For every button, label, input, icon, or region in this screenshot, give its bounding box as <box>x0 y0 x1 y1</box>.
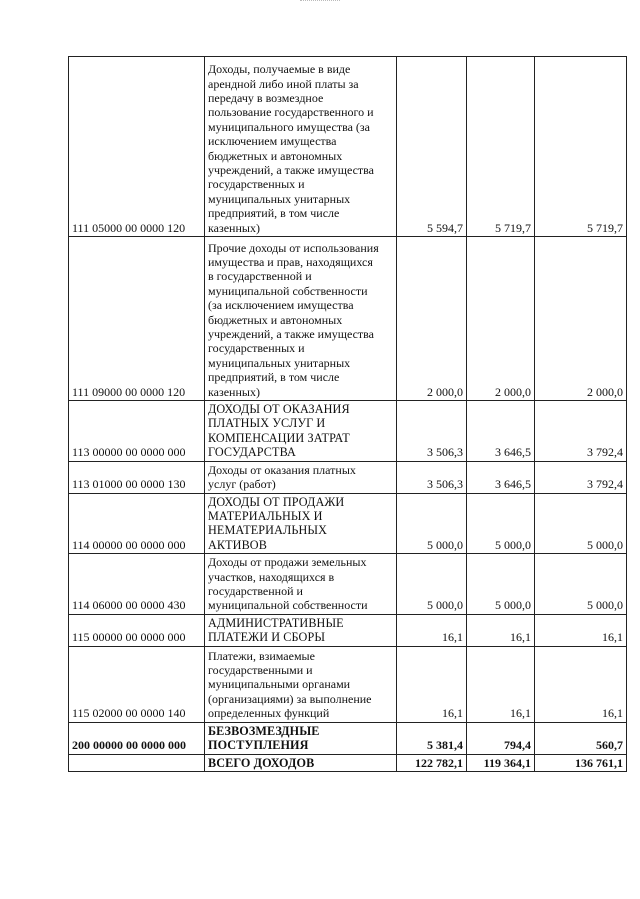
value-year-3: 2 000,0 <box>535 237 627 401</box>
revenue-table <box>68 56 627 772</box>
value-year-3: 3 792,4 <box>535 401 627 462</box>
name-line: услуг (работ) <box>208 477 276 492</box>
revenue-name <box>205 646 397 722</box>
name-line: МАТЕРИАЛЬНЫХ И <box>208 509 323 524</box>
value-year-1: 2 000,0 <box>397 237 467 401</box>
revenue-name <box>205 754 397 771</box>
value-year-3: 560,7 <box>535 722 627 754</box>
name-line: муниципальной собственности <box>208 283 368 298</box>
budget-code: 114 00000 00 0000 000 <box>69 493 205 554</box>
name-line: государственной и <box>208 584 303 599</box>
value-year-2: 16,1 <box>467 614 535 646</box>
value-year-1: 5 000,0 <box>397 493 467 554</box>
revenue-name <box>205 401 397 462</box>
total-year-1: 122 782,1 <box>397 754 467 771</box>
name-line: казенных) <box>208 384 260 399</box>
value-year-2: 5 000,0 <box>467 554 535 615</box>
name-line: ПЛАТНЫХ УСЛУГ И <box>208 416 326 431</box>
table-row <box>69 646 627 722</box>
budget-code: 113 01000 00 0000 130 <box>69 461 205 493</box>
name-line: предприятий, в том числе <box>208 370 340 385</box>
revenue-name <box>205 614 397 646</box>
name-line: арендной либо иной платы за <box>208 76 359 91</box>
value-year-1: 16,1 <box>397 646 467 722</box>
name-line: муниципальными органами <box>208 677 351 692</box>
revenue-name <box>205 57 397 237</box>
name-line: АКТИВОВ <box>208 537 267 552</box>
total-year-3: 136 761,1 <box>535 754 627 771</box>
name-line: государственных и <box>208 177 305 192</box>
name-line: НЕМАТЕРИАЛЬНЫХ <box>208 523 327 538</box>
name-line: передачу в возмездное <box>208 90 324 105</box>
value-year-2: 5 719,7 <box>467 57 535 237</box>
name-line: казенных) <box>208 220 260 235</box>
revenue-name <box>205 461 397 493</box>
value-year-1: 5 381,4 <box>397 722 467 754</box>
name-line: Прочие доходы от использования <box>208 240 379 255</box>
table-row-total <box>69 754 627 771</box>
value-year-2: 3 646,5 <box>467 461 535 493</box>
value-year-3: 5 719,7 <box>535 57 627 237</box>
name-line: учреждений, а также имущества <box>208 162 374 177</box>
name-line: Доходы, получаемые в виде <box>208 62 351 77</box>
value-year-2: 5 000,0 <box>467 493 535 554</box>
name-line: муниципальных унитарных <box>208 355 351 370</box>
table-row <box>69 722 627 754</box>
value-year-1: 3 506,3 <box>397 461 467 493</box>
name-line: пользование государственного и <box>208 105 374 120</box>
budget-code: 113 00000 00 0000 000 <box>69 401 205 462</box>
name-line: АДМИНИСТРАТИВНЫЕ <box>208 615 344 630</box>
value-year-1: 5 000,0 <box>397 554 467 615</box>
budget-code: 115 02000 00 0000 140 <box>69 646 205 722</box>
table-row <box>69 493 627 554</box>
value-year-1: 16,1 <box>397 614 467 646</box>
name-line: муниципальных унитарных <box>208 191 351 206</box>
name-line: ГОСУДАРСТВА <box>208 445 296 460</box>
value-year-3: 3 792,4 <box>535 461 627 493</box>
revenue-name <box>205 237 397 401</box>
name-line: (организациями) за выполнение <box>208 691 372 706</box>
value-year-3: 5 000,0 <box>535 493 627 554</box>
name-line: исключением имущества <box>208 134 337 149</box>
budget-code: 111 05000 00 0000 120 <box>69 57 205 237</box>
value-year-3: 16,1 <box>535 614 627 646</box>
name-line: муниципального имущества (за <box>208 119 370 134</box>
name-line: ВСЕГО ДОХОДОВ <box>208 755 315 770</box>
name-line: (за исключением имущества <box>208 298 354 313</box>
total-year-2: 119 364,1 <box>467 754 535 771</box>
name-line: БЕЗВОЗМЕЗДНЫЕ <box>208 723 320 738</box>
table-row <box>69 554 627 615</box>
name-line: Доходы от продажи земельных <box>208 555 367 570</box>
table-row <box>69 237 627 401</box>
revenue-name <box>205 722 397 754</box>
scan-top-mark <box>300 0 340 2</box>
name-line: определенных функций <box>208 706 330 721</box>
name-line: Доходы от оказания платных <box>208 462 356 477</box>
name-line: ДОХОДЫ ОТ ПРОДАЖИ <box>208 494 345 509</box>
budget-code: 114 06000 00 0000 430 <box>69 554 205 615</box>
value-year-2: 794,4 <box>467 722 535 754</box>
name-line: в государственной и <box>208 269 312 284</box>
budget-code: 115 00000 00 0000 000 <box>69 614 205 646</box>
name-line: предприятий, в том числе <box>208 206 340 221</box>
value-year-2: 3 646,5 <box>467 401 535 462</box>
name-line: ДОХОДЫ ОТ ОКАЗАНИЯ <box>208 402 350 416</box>
budget-code: 200 00000 00 0000 000 <box>69 722 205 754</box>
budget-code <box>69 754 205 771</box>
name-line: муниципальной собственности <box>208 598 368 613</box>
value-year-2: 2 000,0 <box>467 237 535 401</box>
table-row <box>69 401 627 462</box>
budget-code: 111 09000 00 0000 120 <box>69 237 205 401</box>
name-line: бюджетных и автономных <box>208 148 343 163</box>
revenue-name <box>205 493 397 554</box>
value-year-2: 16,1 <box>467 646 535 722</box>
value-year-1: 3 506,3 <box>397 401 467 462</box>
value-year-3: 16,1 <box>535 646 627 722</box>
name-line: ПЛАТЕЖИ И СБОРЫ <box>208 630 326 645</box>
name-line: учреждений, а также имущества <box>208 326 374 341</box>
table-row <box>69 614 627 646</box>
name-line: КОМПЕНСАЦИИ ЗАТРАТ <box>208 430 350 445</box>
name-line: Платежи, взимаемые <box>208 648 315 663</box>
name-line: государственных и <box>208 341 305 356</box>
table-row <box>69 461 627 493</box>
revenue-name <box>205 554 397 615</box>
value-year-1: 5 594,7 <box>397 57 467 237</box>
name-line: государственными и <box>208 663 313 678</box>
table-row <box>69 57 627 237</box>
value-year-3: 5 000,0 <box>535 554 627 615</box>
name-line: имущества и прав, находящихся <box>208 254 373 269</box>
name-line: бюджетных и автономных <box>208 312 343 327</box>
name-line: участков, находящихся в <box>208 569 335 584</box>
name-line: ПОСТУПЛЕНИЯ <box>208 738 309 753</box>
